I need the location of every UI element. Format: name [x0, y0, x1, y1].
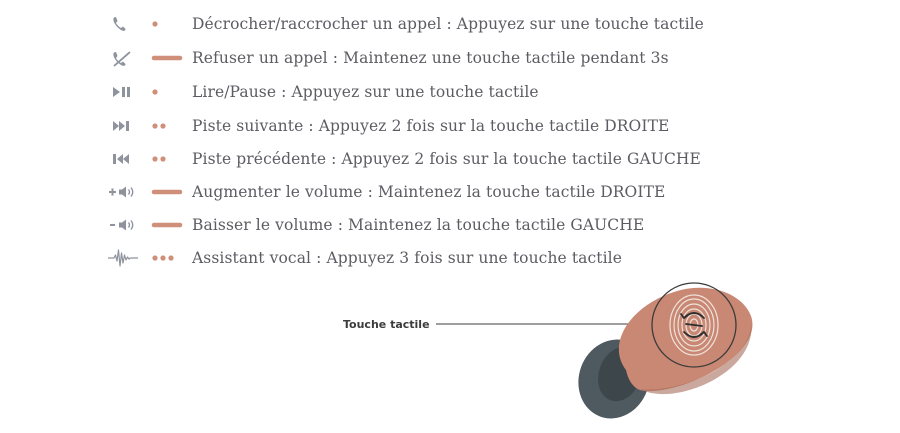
triple-tap-gesture-icon [150, 246, 186, 270]
control-label: Refuser un appel : Maintenez une touche tactile pendant 3s [192, 49, 669, 67]
control-label: Décrocher/raccrocher un appel : Appuyez sur une touche tactile [192, 15, 704, 33]
earbud-body [619, 288, 753, 391]
control-row-answer-call [0, 12, 760, 36]
control-row-previous-track [0, 147, 760, 171]
control-row-voice-assistant [0, 246, 760, 270]
touch-sensor-callout-label: Touche tactile [343, 318, 430, 331]
single-tap-gesture-icon [150, 12, 186, 36]
phone-icon [106, 12, 146, 36]
long-press-gesture-icon [150, 180, 186, 204]
long-press-gesture-icon [150, 213, 186, 237]
control-row-next-track [0, 114, 760, 138]
control-row-play-pause [0, 80, 760, 104]
voice-wave-icon [106, 246, 146, 270]
long-press-gesture-icon [150, 46, 186, 70]
previous-track-icon [106, 147, 146, 171]
control-label: Augmenter le volume : Maintenez la touche tactile DROITE [192, 183, 666, 201]
earbud-illustration [330, 270, 770, 430]
control-row-volume-up [0, 180, 760, 204]
double-tap-gesture-icon [150, 114, 186, 138]
control-row-volume-down [0, 213, 760, 237]
control-label: Piste suivante : Appuyez 2 fois sur la touche tactile DROITE [192, 117, 670, 135]
double-tap-gesture-icon [150, 147, 186, 171]
phone-reject-icon [106, 46, 146, 70]
control-label: Baisser le volume : Maintenez la touche tactile GAUCHE [192, 216, 645, 234]
control-row-reject-call [0, 46, 760, 70]
volume-up-icon [106, 180, 146, 204]
play-pause-icon [106, 80, 146, 104]
control-label: Assistant vocal : Appuyez 3 fois sur une touche tactile [192, 249, 623, 267]
next-track-icon [106, 114, 146, 138]
control-label: Lire/Pause : Appuyez sur une touche tactile [192, 83, 539, 101]
control-label: Piste précédente : Appuyez 2 fois sur la touche tactile GAUCHE [192, 150, 701, 168]
single-tap-gesture-icon [150, 80, 186, 104]
volume-down-icon [106, 213, 146, 237]
